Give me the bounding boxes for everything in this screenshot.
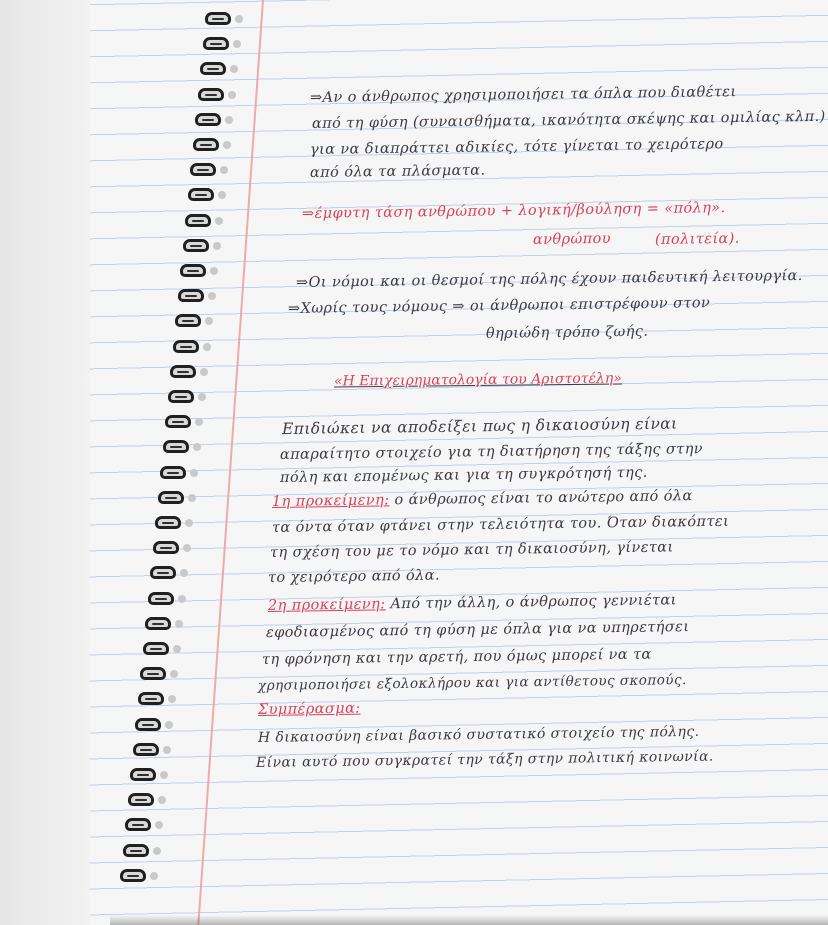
- spiral-ring-icon: [130, 768, 156, 781]
- note-line: ⇒Αν ο άνθρωπος χρησιμοποιήσει τα όπλα που διαθέτει: [309, 84, 737, 106]
- punch-hole: [193, 443, 201, 451]
- spiral-ring-icon: [183, 239, 209, 252]
- punch-hole: [175, 620, 183, 628]
- spiral-ring-icon: [150, 566, 176, 579]
- note-line: τα όντα όταν φτάνει στην τελειότητα του. Όταν διακόπτει: [271, 513, 730, 536]
- punch-hole: [210, 267, 218, 275]
- punch-hole: [188, 494, 196, 502]
- spiral-ring-icon: [190, 163, 216, 176]
- premise-2-label: 2η προκείμενη:: [267, 596, 386, 614]
- formula-sub-politeia: (πολιτεία).: [654, 230, 740, 248]
- punch-hole: [213, 242, 221, 250]
- punch-hole: [198, 393, 206, 401]
- premise-1-line: [272, 488, 693, 510]
- punch-hole: [150, 872, 158, 880]
- spiral-ring-icon: [198, 88, 224, 101]
- spiral-ring-icon: [158, 491, 184, 504]
- section-title: «Η Επιχειρηματολογία του Αριστοτέλη»: [333, 370, 622, 390]
- punch-hole: [208, 292, 216, 300]
- note-line: τη σχέση του με το νόμο και τη δικαιοσύνη, γίνεται: [269, 539, 674, 561]
- note-line: πόλη και επομένως και για τη συγκρότησή της.: [279, 464, 648, 486]
- note-line: τη φρόνηση και την αρετή, που όμως μπορεί να τα: [261, 646, 652, 668]
- spiral-ring-icon: [145, 617, 171, 630]
- punch-hole: [163, 746, 171, 754]
- spiral-ring-icon: [168, 390, 194, 403]
- note-line: για να διαπράττει αδικίες, τότε γίνεται το χειρότερο: [309, 136, 724, 158]
- punch-hole: [160, 771, 168, 779]
- note-line: το χειρότερο από όλα.: [267, 567, 441, 586]
- spiral-ring-icon: [170, 365, 196, 378]
- punch-hole: [235, 15, 243, 23]
- punch-hole: [158, 796, 166, 804]
- spiral-ring-icon: [178, 289, 204, 302]
- spiral-ring-icon: [188, 188, 214, 201]
- spiral-ring-icon: [175, 314, 201, 327]
- punch-hole: [195, 418, 203, 426]
- page-bottom-edge: [110, 915, 828, 925]
- premise-2-text: Από την άλλη, ο άνθρωπος γεννιέται: [385, 592, 677, 613]
- conclusion-line: Η δικαιοσύνη είναι βασικό συστατικό στοιχείο της πόλης.: [257, 723, 700, 746]
- spiral-ring-icon: [135, 718, 161, 731]
- note-line: ⇒Οι νόμοι και οι θεσμοί της πόλης έχουν παιδευτική λειτουργία.: [295, 267, 803, 291]
- spiral-ring-icon: [185, 214, 211, 227]
- punch-hole: [185, 519, 193, 527]
- punch-hole: [220, 166, 228, 174]
- formula-line: ⇒έμφυτη τάση ανθρώπου + λογική/βούληση = «πόλη».: [301, 200, 726, 222]
- punch-hole: [190, 469, 198, 477]
- spiral-ring-icon: [123, 844, 149, 857]
- spiral-ring-icon: [195, 113, 221, 126]
- note-line: εφοδιασμένος από τη φύση με όπλα για να υπηρετήσει: [265, 619, 690, 641]
- spiral-ring-icon: [153, 541, 179, 554]
- punch-hole: [223, 141, 231, 149]
- spiral-ring-icon: [140, 667, 166, 680]
- conclusion-line: Είναι αυτό που συγκρατεί την τάξη στην πολιτική κοινωνία.: [255, 748, 714, 771]
- spiral-ring-icon: [163, 440, 189, 453]
- punch-hole: [200, 368, 208, 376]
- punch-hole: [155, 821, 163, 829]
- punch-hole: [165, 721, 173, 729]
- spiral-ring-icon: [173, 340, 199, 353]
- note-line: από τη φύση (συναισθήματα, ικανότητα σκέψης και ομιλίας κλπ.): [311, 108, 826, 132]
- premise-2-line: [268, 592, 677, 614]
- note-line: ⇒Χωρίς τους νόμους ⇒ οι άνθρωποι επιστρέφουν στον: [287, 295, 711, 317]
- punch-hole: [218, 191, 226, 199]
- punch-hole: [203, 343, 211, 351]
- spiral-ring-icon: [128, 793, 154, 806]
- spiral-ring-icon: [205, 12, 231, 25]
- spiral-ring-icon: [203, 37, 229, 50]
- spiral-ring-icon: [143, 642, 169, 655]
- spiral-ring-icon: [160, 466, 186, 479]
- premise-1-text: ο άνθρωπος είναι το ανώτερο από όλα: [389, 488, 693, 509]
- note-line: Επιδιώκει να αποδείξει πως η δικαιοσύνη είναι: [281, 414, 678, 438]
- punch-hole: [170, 670, 178, 678]
- note-line: χρησιμοποιήσει εξολοκλήρου και για αντίθετους σκοπούς.: [257, 672, 687, 694]
- punch-hole: [228, 91, 236, 99]
- spiral-ring-icon: [193, 138, 219, 151]
- punch-hole: [205, 317, 213, 325]
- note-line: θηριώδη τρόπο ζωής.: [485, 323, 649, 342]
- conclusion-label: Συμπέρασμα:: [257, 700, 361, 718]
- spiral-binding: [0, 0, 240, 925]
- formula-sub-anthropou: ανθρώπου: [532, 230, 612, 248]
- punch-hole: [183, 544, 191, 552]
- punch-hole: [173, 645, 181, 653]
- punch-hole: [233, 40, 241, 48]
- premise-1-label: 1η προκείμενη:: [271, 492, 390, 510]
- punch-hole: [215, 217, 223, 225]
- spiral-ring-icon: [180, 264, 206, 277]
- spiral-ring-icon: [200, 62, 226, 75]
- spiral-ring-icon: [148, 592, 174, 605]
- punch-hole: [153, 847, 161, 855]
- punch-hole: [225, 116, 233, 124]
- punch-hole: [178, 595, 186, 603]
- spiral-ring-icon: [155, 516, 181, 529]
- punch-hole: [230, 65, 238, 73]
- spiral-ring-icon: [125, 818, 151, 831]
- note-line: από όλα τα πλάσματα.: [309, 162, 486, 181]
- punch-hole: [180, 569, 188, 577]
- note-line: απαραίτητο στοιχείο για τη διατήρηση της τάξης στην: [279, 441, 704, 463]
- spiral-ring-icon: [133, 743, 159, 756]
- spiral-ring-icon: [138, 692, 164, 705]
- spiral-ring-icon: [120, 869, 146, 882]
- spiral-ring-icon: [165, 415, 191, 428]
- punch-hole: [168, 695, 176, 703]
